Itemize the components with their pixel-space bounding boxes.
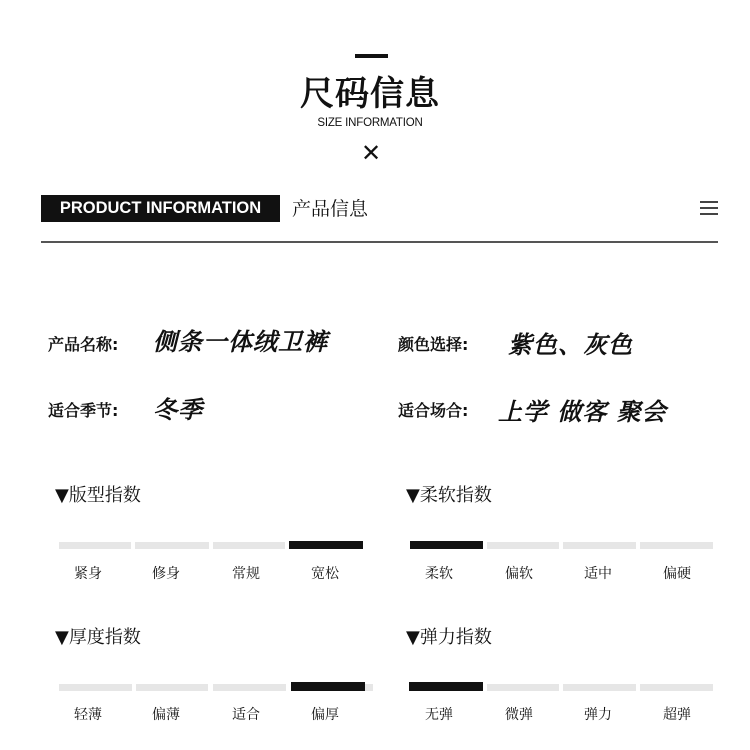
- scale-segment: [135, 542, 209, 549]
- size-info-subtitle: SIZE INFORMATION: [317, 117, 423, 129]
- thickness-index-title: ▼厚度指数: [55, 627, 141, 648]
- top-dash: [355, 54, 388, 58]
- color-value: 紫色、灰色: [508, 330, 633, 359]
- softness-option: 偏硬: [663, 566, 691, 582]
- elasticity-option: 弹力: [584, 707, 612, 723]
- scale-segment-tail: [365, 684, 373, 691]
- scale-segment-selected: [410, 541, 483, 549]
- fit-option-selected: 宽松: [311, 566, 339, 582]
- scale-segment: [640, 542, 713, 549]
- elasticity-option: 超弹: [663, 707, 691, 723]
- menu-icon[interactable]: [700, 200, 718, 216]
- section-divider: [41, 241, 718, 243]
- fit-index-title: ▼版型指数: [55, 485, 141, 506]
- season-value: 冬季: [153, 395, 203, 424]
- occasion-label: 适合场合:: [398, 401, 469, 420]
- scale-segment: [563, 684, 636, 691]
- occasion-value: 上学 做客 聚会: [498, 397, 667, 426]
- softness-index-title: ▼柔软指数: [406, 485, 492, 506]
- scale-segment-selected: [289, 541, 363, 549]
- menu-icon-line: [700, 213, 718, 215]
- scale-segment: [213, 684, 286, 691]
- elasticity-index-scale: [409, 682, 713, 692]
- menu-icon-line: [700, 207, 718, 209]
- scale-segment: [487, 542, 559, 549]
- fit-option: 修身: [152, 566, 180, 582]
- product-information-badge: PRODUCT INFORMATION: [41, 195, 280, 222]
- softness-option-selected: 柔软: [425, 566, 453, 582]
- elasticity-index-title: ▼弹力指数: [406, 627, 492, 648]
- scale-segment: [136, 684, 208, 691]
- scale-segment-selected: [291, 682, 365, 691]
- thickness-option: 轻薄: [74, 707, 102, 723]
- product-name-label: 产品名称:: [48, 335, 119, 354]
- thickness-option: 适合: [232, 707, 260, 723]
- scale-segment: [640, 684, 713, 691]
- scale-segment: [59, 684, 132, 691]
- product-name-value: 侧条一体绒卫裤: [153, 327, 328, 356]
- elasticity-option-selected: 无弹: [425, 707, 453, 723]
- scale-segment: [563, 542, 636, 549]
- softness-option: 适中: [584, 566, 612, 582]
- section-title: 产品信息: [292, 198, 369, 220]
- thickness-index-scale: [59, 682, 373, 692]
- elasticity-option: 微弹: [505, 707, 533, 723]
- color-label: 颜色选择:: [398, 335, 469, 354]
- close-icon[interactable]: ✕: [360, 139, 382, 167]
- thickness-option-selected: 偏厚: [311, 707, 339, 723]
- scale-segment: [487, 684, 559, 691]
- scale-segment: [59, 542, 131, 549]
- softness-option: 偏软: [505, 566, 533, 582]
- size-info-title: 尺码信息: [300, 74, 440, 114]
- softness-index-scale: [410, 541, 713, 551]
- fit-option: 常规: [232, 566, 260, 582]
- scale-segment-selected: [409, 682, 483, 691]
- menu-icon-line: [700, 201, 718, 203]
- fit-option: 紧身: [74, 566, 102, 582]
- fit-index-scale: [59, 541, 363, 551]
- season-label: 适合季节:: [48, 401, 119, 420]
- scale-segment: [213, 542, 285, 549]
- thickness-option: 偏薄: [152, 707, 180, 723]
